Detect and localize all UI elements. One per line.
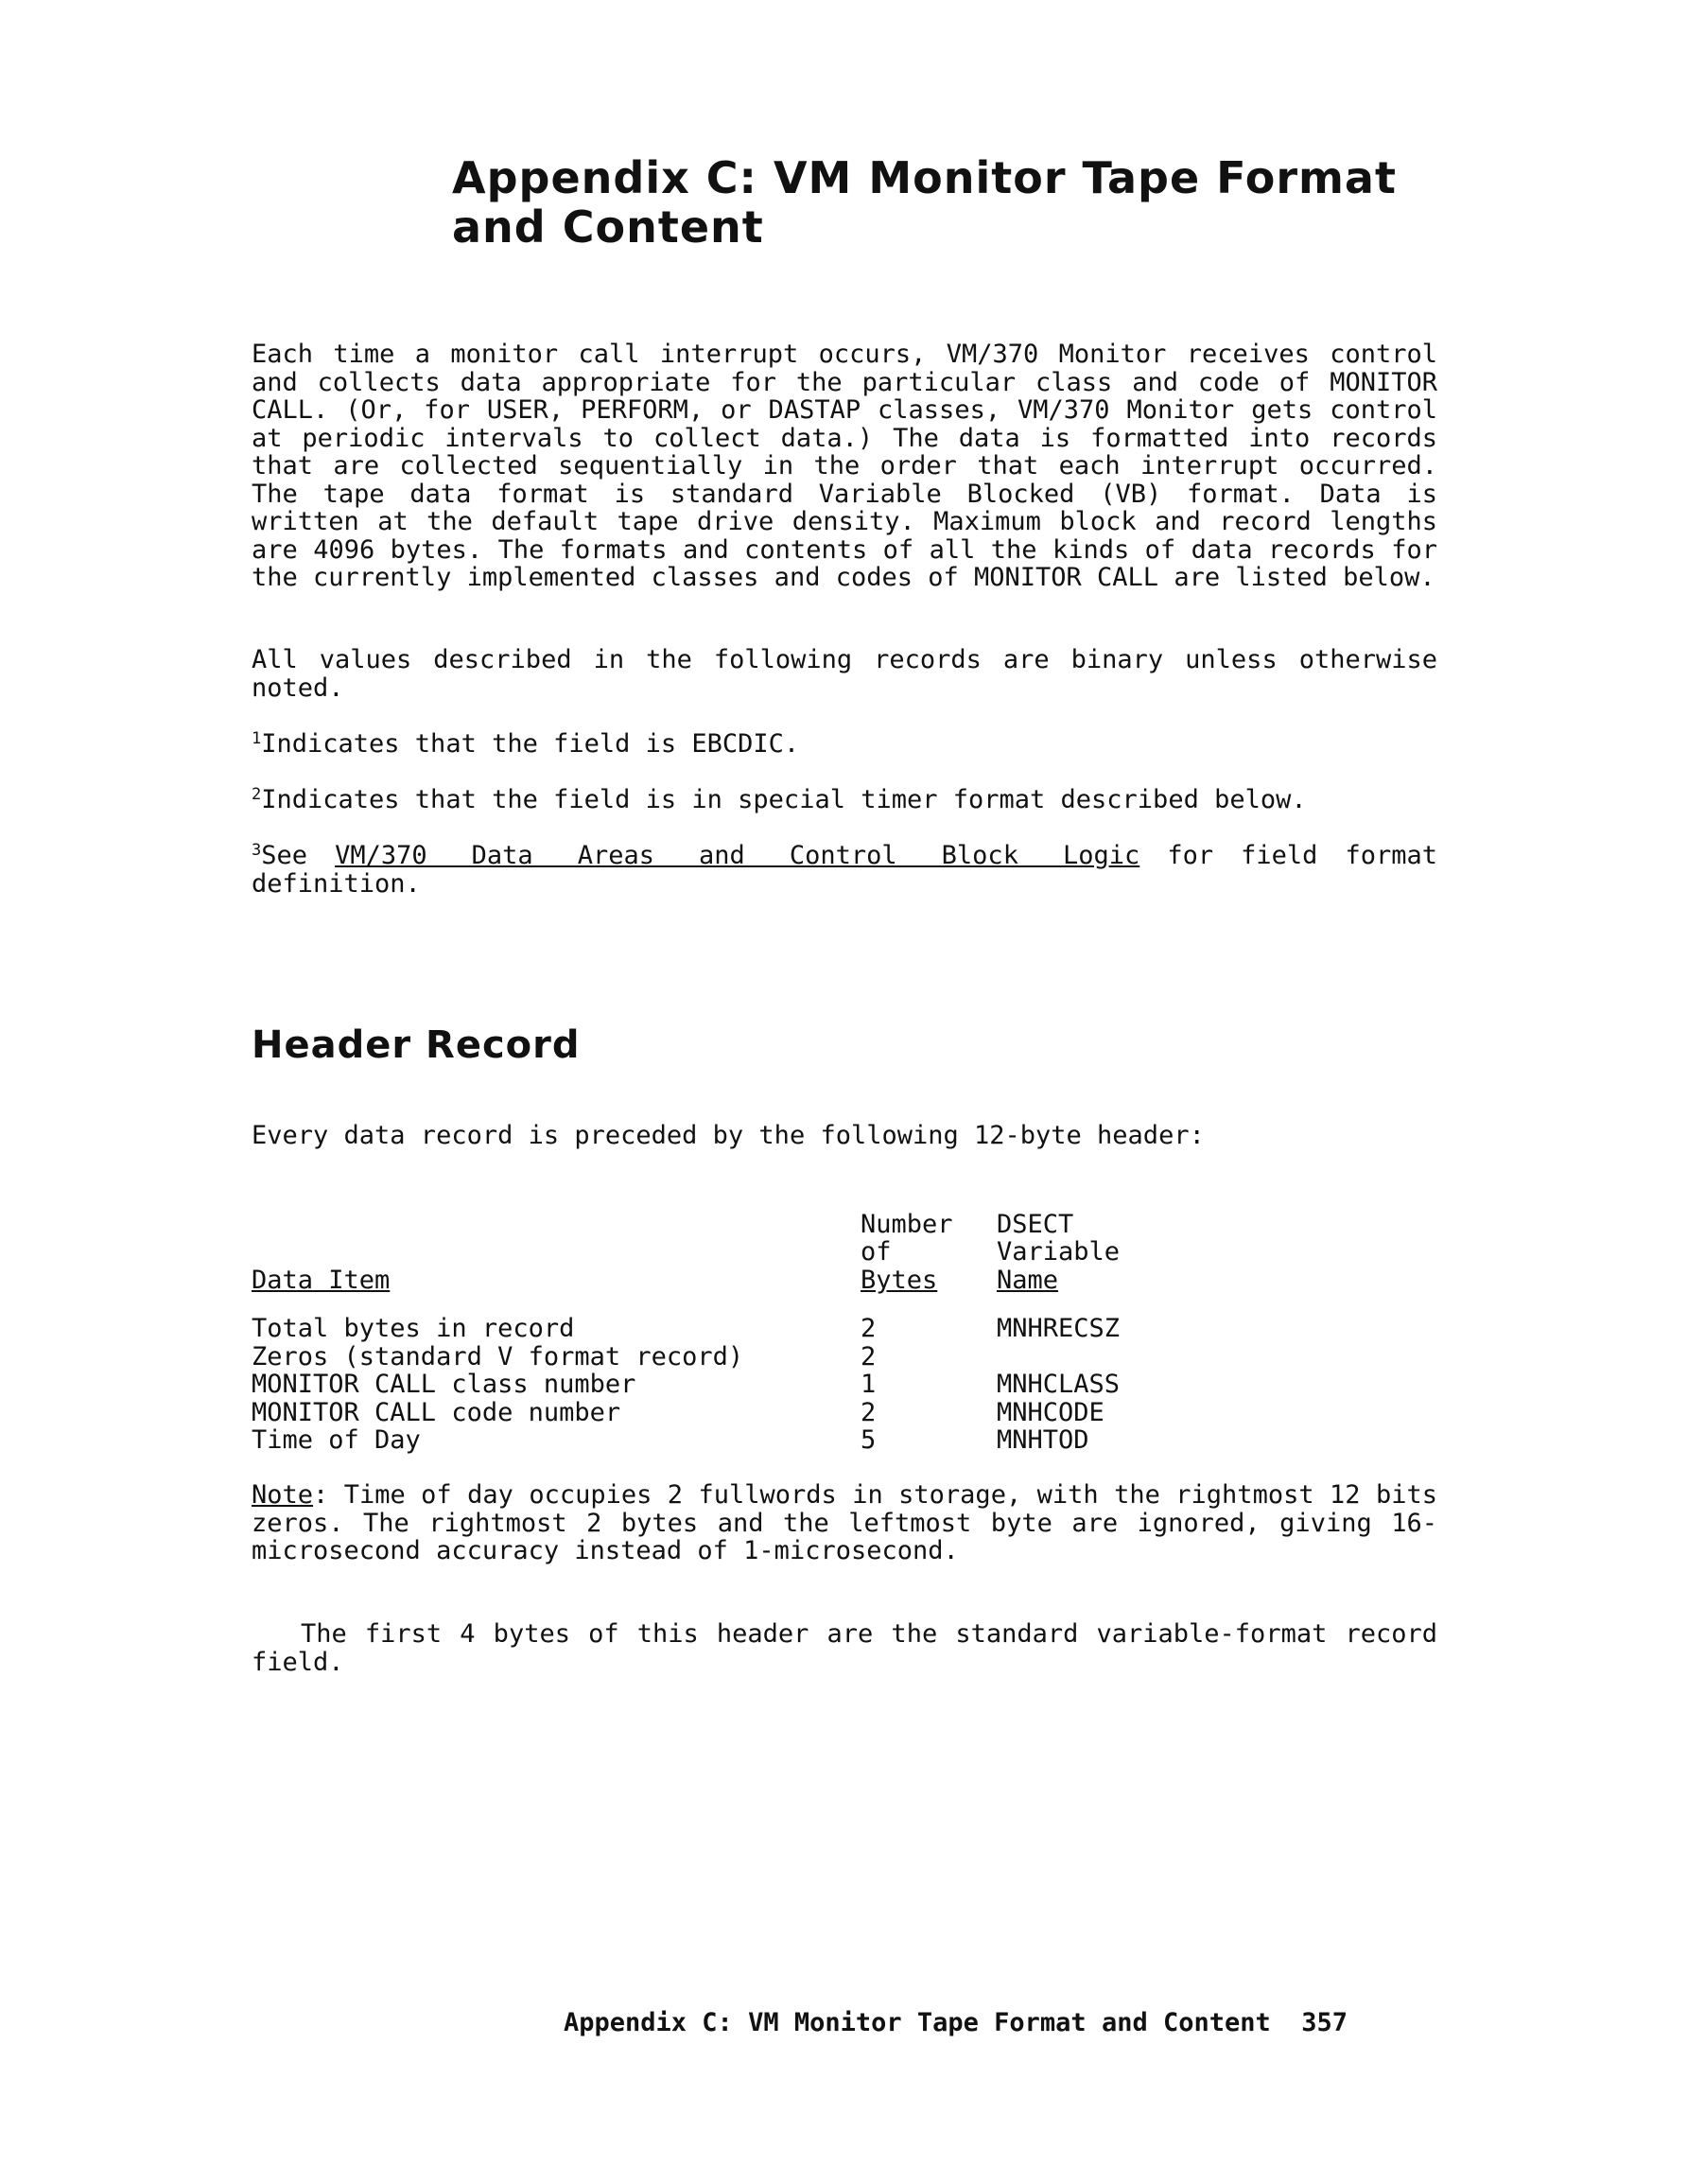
table-row [252,1371,1437,1399]
table-row [252,1343,1437,1372]
column-header-dsect-line3: Name [997,1265,1059,1295]
table-cell-bytes: 5 [861,1425,877,1455]
table-cell-dsect-name: MNHRECSZ [997,1314,1121,1343]
table-cell-data-item: MONITOR CALL code number [252,1397,621,1427]
note-label: Note [252,1480,314,1510]
column-header-bytes-line3: Bytes [861,1265,938,1295]
footnote-marker-1: 1 [252,729,262,748]
table-row [252,1426,1437,1455]
table-cell-dsect-name: MNHTOD [997,1425,1089,1455]
table-cell-bytes: 2 [861,1397,877,1427]
footer-running-title: Appendix C: VM Monitor Tape Format and Content [564,2008,1271,2037]
header-lead-paragraph: Every data record is preceded by the following 12-byte header: [252,1121,1205,1150]
table-cell-bytes: 1 [861,1370,877,1399]
column-header-data-item-label: Data Item [252,1265,391,1295]
column-header-bytes-line2: of [861,1237,892,1267]
column-header-dsect-line2: Variable [997,1237,1121,1267]
header-table-column-headers [252,1203,1437,1294]
column-header-bytes-line1: Number [861,1209,953,1239]
column-header-data-item [252,1267,390,1295]
section-title-header-record: Header Record [252,1023,581,1067]
table-cell-dsect-name: MNHCODE [997,1397,1104,1427]
page-footer [564,2009,1348,2037]
footnote-timer-format [252,786,1437,814]
table-cell-data-item: Zeros (standard V format record) [252,1341,744,1372]
footnote-ebcdic [252,730,1437,759]
header-table-body [252,1315,1437,1455]
first-bytes-paragraph [252,1620,1437,1676]
table-row [252,1315,1437,1343]
footnote-reference [252,842,1437,898]
table-cell-data-item: Time of Day [252,1425,421,1455]
intro-paragraph: Each time a monitor call interrupt occurs, VM/370 Monitor receives control and collects data appropriate for the particular class and code of MONITOR CALL. (Or, for USER, PERFORM, or DASTAP classes, VM/370 Monitor gets control at periodic intervals to collect data.) The data is formatted into records that are collected sequentially in the order that each interrupt occurred. The tape data format is standard Variable Blocked (VB) format. Data is written at the default tape drive density. Maximum block and record lengths are 4096 bytes. The formats and contents of all the kinds of data records for the currently implemented classes and codes of MONITOR CALL are listed below. [252,340,1437,592]
footnote-marker-3: 3 [252,841,262,860]
time-of-day-note [252,1481,1437,1565]
footnote-text-1: Indicates that the field is EBCDIC. [261,729,800,759]
footnote-text-2: Indicates that the field is in special timer format described below. [261,785,1307,814]
table-cell-data-item: MONITOR CALL class number [252,1370,636,1399]
note-text: : Time of day occupies 2 fullwords in storage, with the rightmost 12 bits zeros. The rightmost 2 bytes and the leftmost byte are ignored, giving 16-microsecond accuracy instead of 1-microsecond. [252,1480,1437,1565]
table-cell-bytes: 2 [861,1314,877,1343]
binary-values-paragraph: All values described in the following records are binary unless otherwise noted. [252,645,1437,703]
table-cell-dsect-name: MNHCLASS [997,1370,1121,1399]
column-header-dsect-variable-name [997,1211,1120,1295]
footnote-marker-2: 2 [252,785,262,804]
column-header-dsect-line1: DSECT [997,1209,1074,1239]
page-number: 357 [1301,2008,1348,2037]
footnote-suffix-3: for field format definition. [252,841,1437,899]
footnote-prefix-3: See [261,841,308,870]
table-cell-data-item: Total bytes in record [252,1314,575,1343]
first-bytes-text: The first 4 bytes of this header are the standard variable-format record field. [252,1619,1437,1677]
chapter-title: Appendix C: VM Monitor Tape Format and Content [452,152,1397,253]
table-row [252,1399,1437,1427]
table-cell-bytes: 2 [861,1341,877,1372]
column-header-number-of-bytes [861,1211,953,1295]
manual-reference-title: VM/370 Data Areas and Control Block Logic [335,841,1140,870]
